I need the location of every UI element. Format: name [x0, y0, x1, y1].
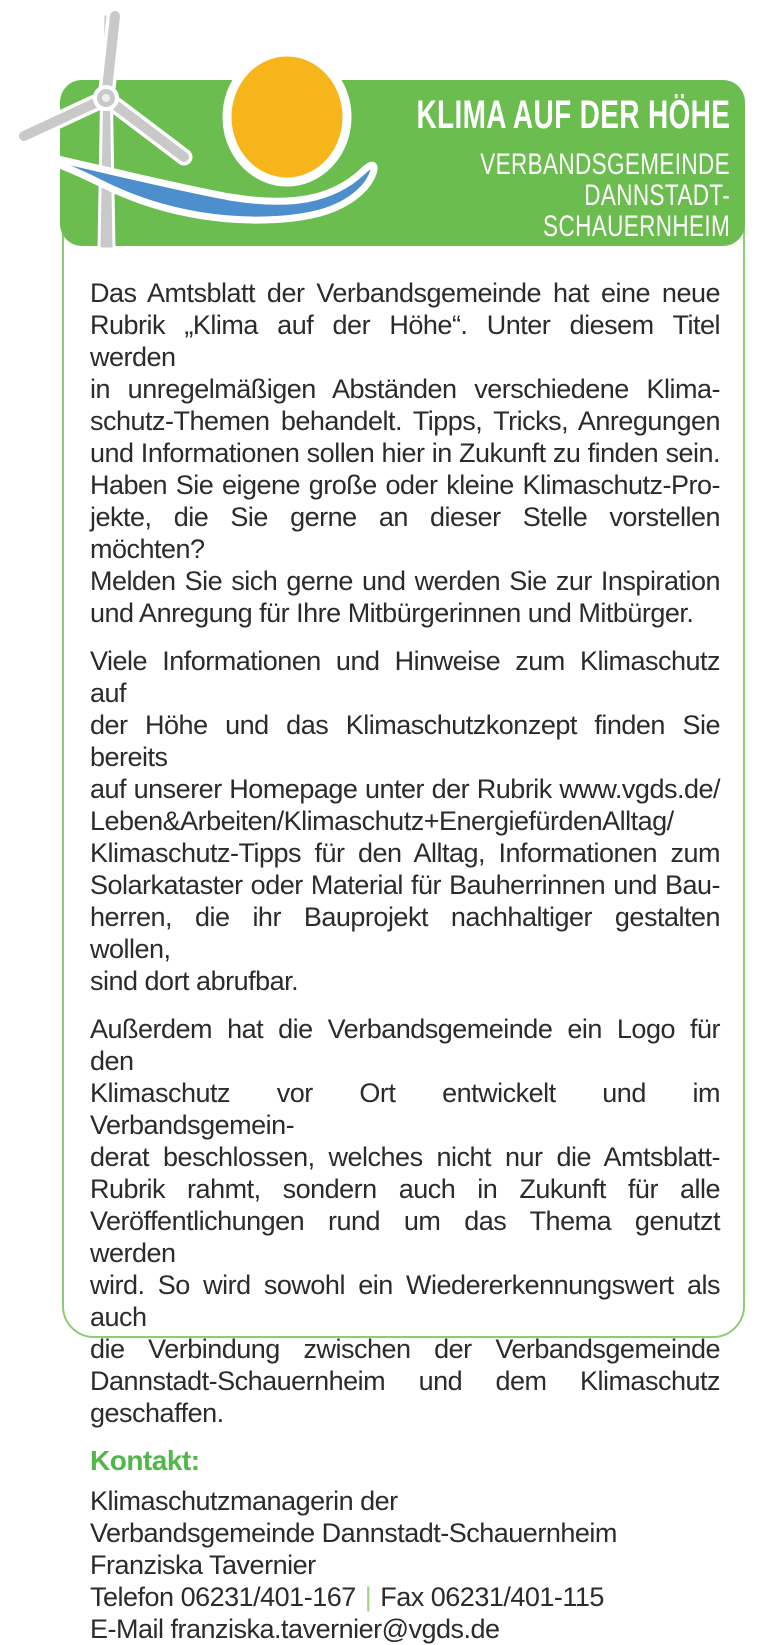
separator-bar: | — [364, 1582, 372, 1612]
text-line: Leben&Arbeiten/Klimaschutz+EnergiefürdenAlltag/ — [90, 806, 674, 836]
fax-number: Fax 06231/401-115 — [380, 1582, 604, 1612]
text-line: Rubrik „Klima auf der Höhe“. Unter diesem Titel werden — [90, 310, 720, 372]
text-line: und Anregung für Ihre Mitbürgerinnen und Mitbürger. — [90, 598, 694, 628]
text-line: Das Amtsblatt der Verbandsgemeinde hat eine neue — [90, 278, 720, 308]
banner-title: KLIMA AUF DER HÖHE — [416, 93, 730, 137]
contact-name-line: Franziska Tavernier — [90, 1550, 316, 1580]
email-line: E-Mail franziska.tavernier@vgds.de — [90, 1614, 500, 1644]
banner-subtitle-line: VERBANDSGEMEINDE — [480, 148, 730, 181]
text-line: wird. So wird sowohl ein Wiedererkennungswert als auch — [90, 1270, 720, 1332]
text-line: in unregelmäßigen Abständen verschiedene Klima- — [90, 374, 720, 404]
text-line: Melden Sie sich gerne und werden Sie zur Inspiration — [90, 566, 720, 596]
text-line: Viele Informationen und Hinweise zum Klimaschutz auf — [90, 646, 720, 708]
text-line: Veröffentlichungen rund um das Thema genutzt werden — [90, 1206, 720, 1268]
contact-heading: Kontakt: — [90, 1445, 200, 1476]
text-line: Klimaschutz vor Ort entwickelt und im Verbandsgemein- — [90, 1078, 720, 1140]
article-paragraph-2 — [90, 645, 720, 997]
phone-fax-line — [90, 1581, 720, 1613]
article-body — [90, 277, 720, 1645]
text-line: schutz-Themen behandelt. Tipps, Tricks, Anregungen — [90, 406, 720, 436]
text-line: auf unserer Homepage unter der Rubrik www.vgds.de/ — [90, 774, 720, 804]
text-line: Rubrik rahmt, sondern auch in Zukunft für alle — [90, 1174, 720, 1204]
contact-role-line: Klimaschutzmanagerin der — [90, 1486, 398, 1516]
text-line: jekte, die Sie gerne an dieser Stelle vorstellen möchten? — [90, 502, 720, 564]
text-line: Klimaschutz-Tipps für den Alltag, Informationen zum — [90, 838, 720, 868]
article-paragraph-1 — [90, 277, 720, 629]
article-paragraph-3 — [90, 1013, 720, 1429]
text-line: Haben Sie eigene große oder kleine Klimaschutz-Pro- — [90, 470, 720, 500]
banner-subtitle-line: SCHAUERNHEIM — [542, 210, 730, 243]
text-line: und Informationen sollen hier in Zukunft zu finden sein. — [90, 438, 720, 468]
text-line: Außerdem hat die Verbandsgemeinde ein Logo für den — [90, 1014, 720, 1076]
phone-number: Telefon 06231/401-167 — [90, 1582, 356, 1612]
contact-org-line: Verbandsgemeinde Dannstadt-Schauernheim — [90, 1518, 617, 1548]
text-line: Dannstadt-Schauernheim und dem Klimaschutz geschaffen. — [90, 1366, 720, 1428]
text-line: derat beschlossen, welches nicht nur die Amtsblatt- — [90, 1142, 720, 1172]
text-line: der Höhe und das Klimaschutzkonzept finden Sie bereits — [90, 710, 720, 772]
banner-subtitle — [480, 149, 730, 242]
text-line: die Verbindung zwischen der Verbandsgemeinde — [90, 1334, 720, 1364]
text-line: Solarkataster oder Material für Bauherrinnen und Bau- — [90, 870, 720, 900]
banner-subtitle-line: DANNSTADT- — [584, 179, 730, 212]
text-line: sind dort abrufbar. — [90, 966, 299, 996]
text-line: herren, die ihr Bauprojekt nachhaltiger gestalten wollen, — [90, 902, 720, 964]
sun-icon — [227, 52, 347, 182]
